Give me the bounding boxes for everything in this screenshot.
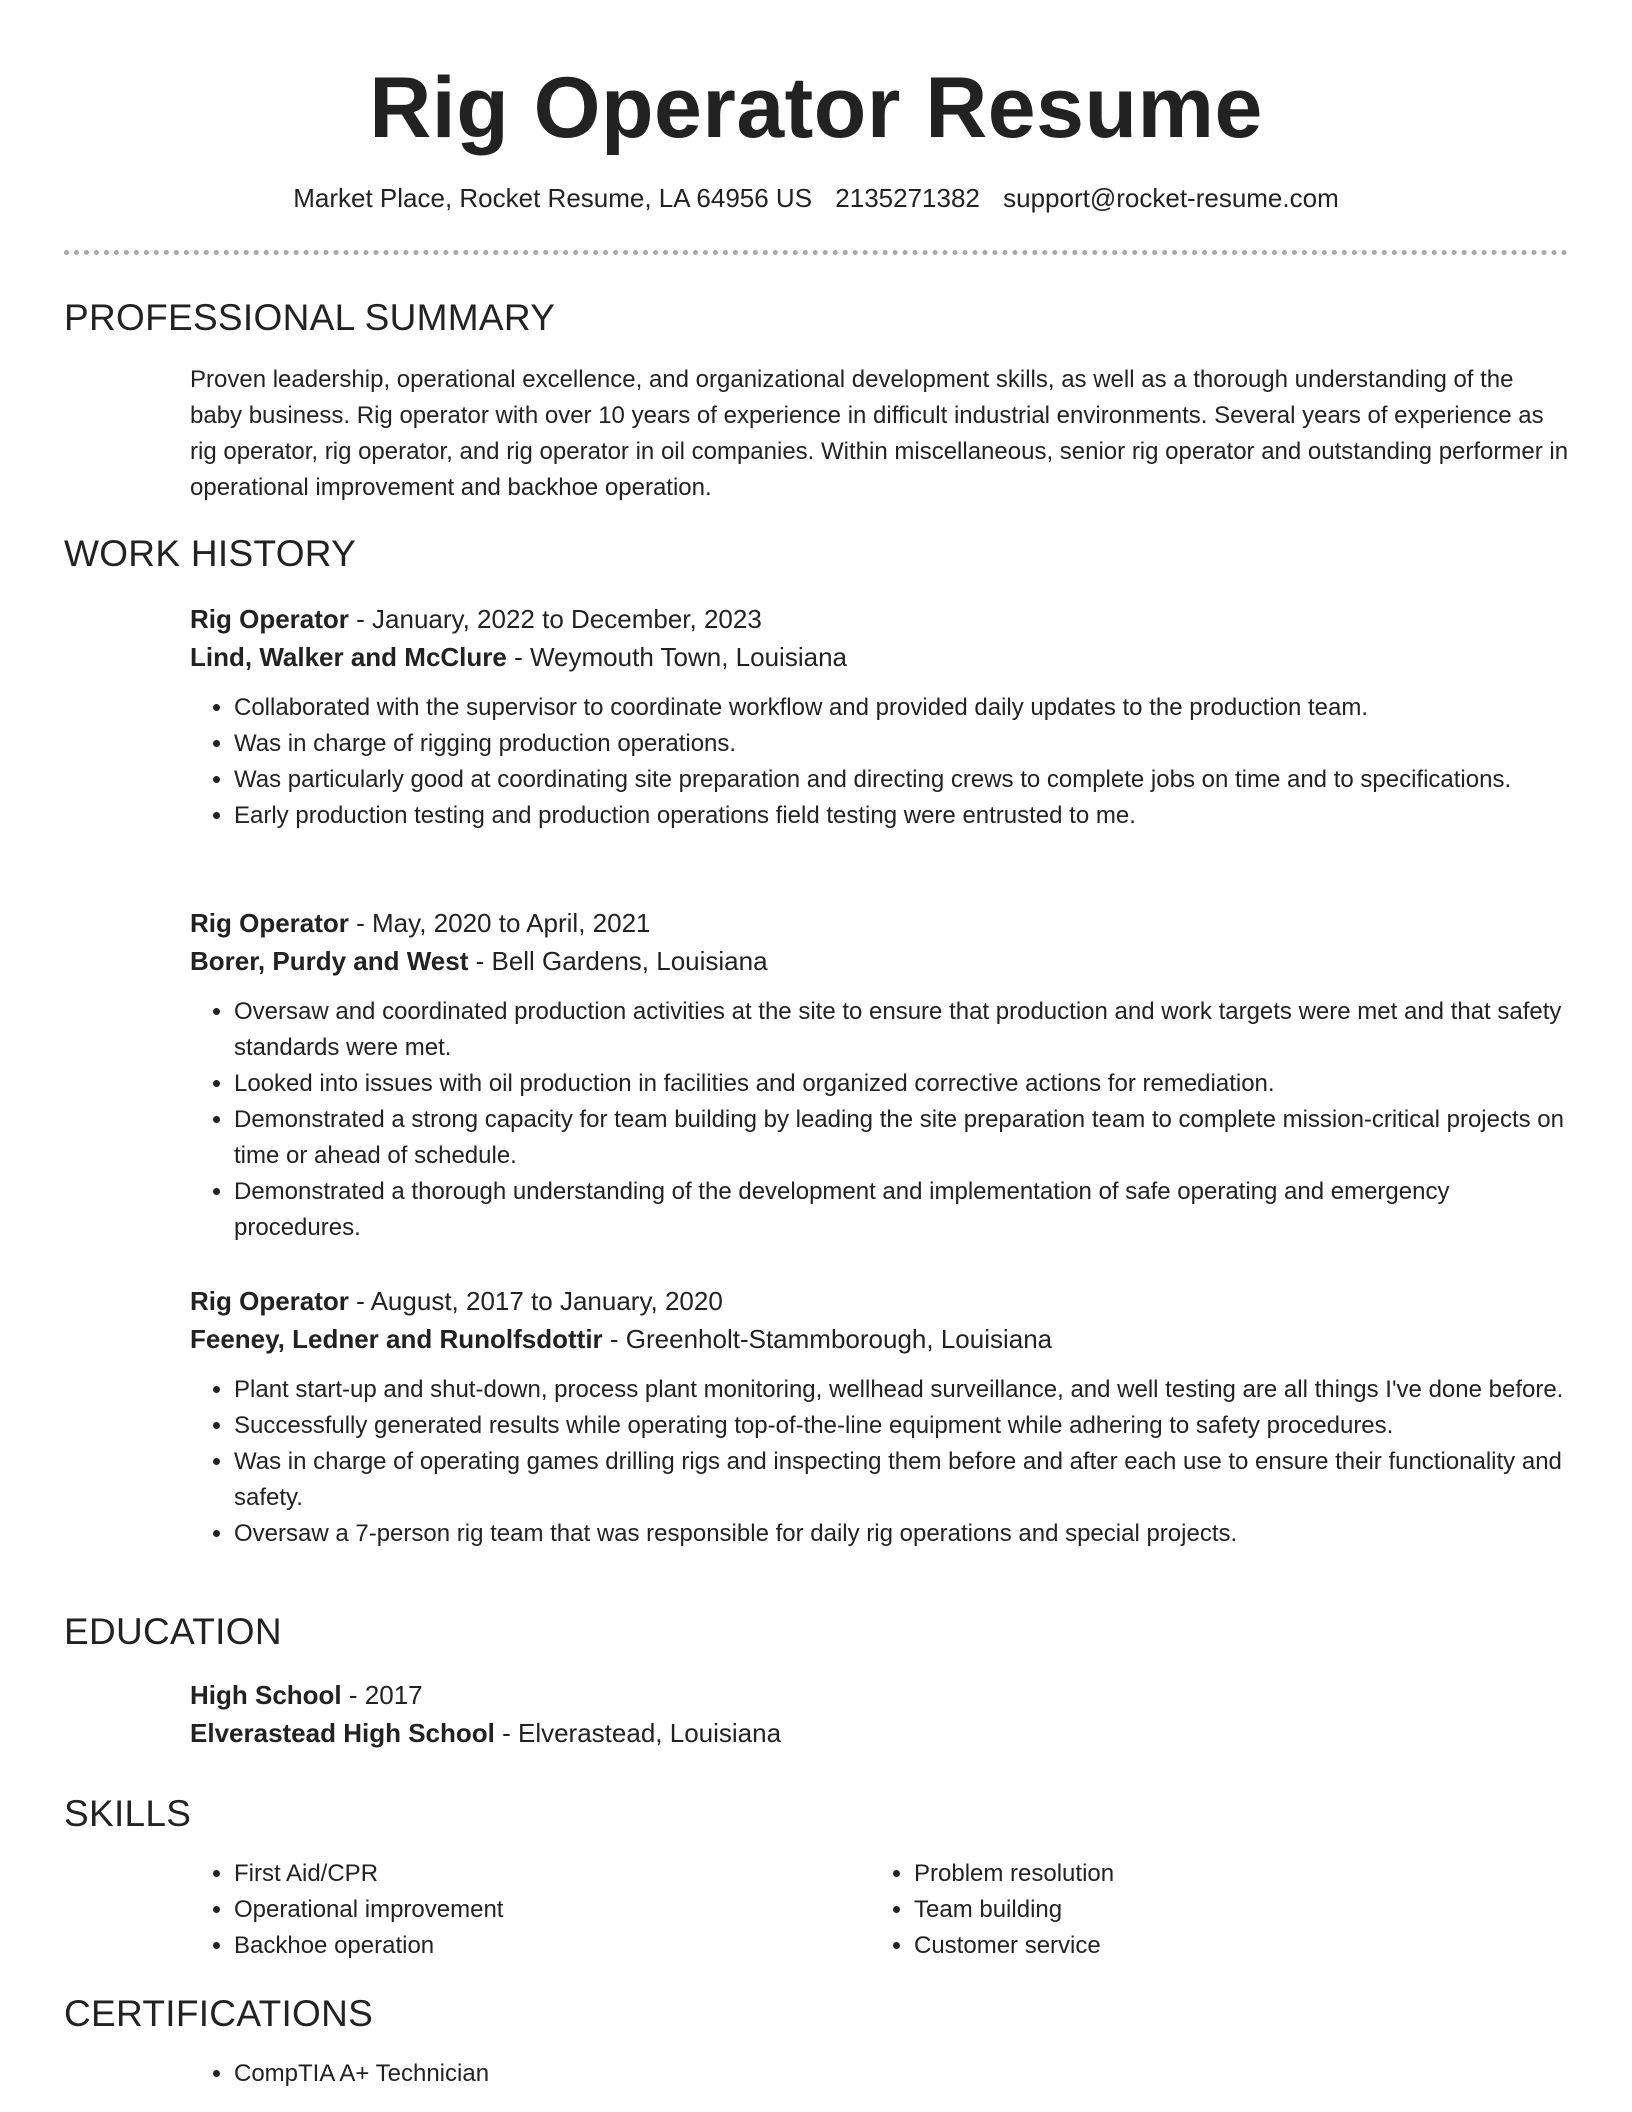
list-item: • Operational improvement bbox=[234, 1892, 870, 1928]
job-bullets bbox=[190, 690, 1570, 834]
job-title-line bbox=[190, 600, 1570, 638]
header-divider bbox=[64, 250, 1568, 255]
job-bullets bbox=[190, 1372, 1570, 1552]
contact-phone: 2135271382 bbox=[835, 183, 980, 213]
certifications-items bbox=[190, 2056, 1570, 2092]
education-school: Elverastead High School bbox=[190, 1718, 495, 1748]
job-title-line bbox=[190, 1282, 1570, 1320]
certifications-heading: CERTIFICATIONS bbox=[64, 1993, 374, 2034]
job-company-line bbox=[190, 638, 1570, 676]
job-entry bbox=[190, 600, 1570, 834]
skills-column-right bbox=[870, 1856, 1550, 1964]
job-dates: - August, 2017 to January, 2020 bbox=[348, 1286, 723, 1316]
contact-line bbox=[0, 180, 1632, 216]
education-location: - Elverastead, Louisiana bbox=[494, 1718, 782, 1748]
list-item: • Oversaw and coordinated production activities at the site to ensure that production and work targets were met and that safety standards were met. bbox=[234, 994, 1570, 1066]
summary-section bbox=[190, 362, 1570, 506]
job-dates: - January, 2022 to December, 2023 bbox=[348, 604, 762, 634]
job-dates: - May, 2020 to April, 2021 bbox=[348, 908, 651, 938]
job-company: Feeney, Ledner and Runolfsdottir bbox=[190, 1324, 603, 1354]
list-item: • Team building bbox=[914, 1892, 1550, 1928]
list-item: • Looked into issues with oil production in facilities and organized corrective actions for remediation. bbox=[234, 1066, 1570, 1102]
education-degree-line bbox=[190, 1676, 1570, 1714]
list-item: • Demonstrated a thorough understanding of the development and implementation of safe operating and emergency procedures. bbox=[234, 1174, 1570, 1246]
job-company: Lind, Walker and McClure bbox=[190, 642, 507, 672]
list-item: • Collaborated with the supervisor to coordinate workflow and provided daily updates to the production team. bbox=[234, 690, 1570, 726]
list-item: • Customer service bbox=[914, 1928, 1550, 1964]
education-school-line bbox=[190, 1714, 1570, 1752]
list-item: • Early production testing and production operations field testing were entrusted to me. bbox=[234, 798, 1570, 834]
certifications-list bbox=[190, 2056, 1570, 2092]
list-item: • Was in charge of operating games drilling rigs and inspecting them before and after each use to ensure their functionality and safety. bbox=[234, 1444, 1570, 1516]
list-item: • Oversaw a 7-person rig team that was responsible for daily rig operations and special projects. bbox=[234, 1516, 1570, 1552]
skills-list bbox=[190, 1856, 1570, 1964]
list-item: • First Aid/CPR bbox=[234, 1856, 870, 1892]
list-item: • Problem resolution bbox=[914, 1856, 1550, 1892]
education-heading: EDUCATION bbox=[64, 1611, 282, 1652]
skills-column-left bbox=[190, 1856, 870, 1964]
list-item: • Backhoe operation bbox=[234, 1928, 870, 1964]
job-bullets bbox=[190, 994, 1570, 1246]
job-company-line bbox=[190, 1320, 1570, 1358]
education-entry bbox=[190, 1676, 1570, 1752]
job-location: - Weymouth Town, Louisiana bbox=[506, 642, 847, 672]
summary-heading: PROFESSIONAL SUMMARY bbox=[64, 297, 556, 338]
job-company-line bbox=[190, 942, 1570, 980]
job-title: Rig Operator bbox=[190, 1286, 349, 1316]
list-item: • Demonstrated a strong capacity for team building by leading the site preparation team to complete mission-critical projects on time or ahead of schedule. bbox=[234, 1102, 1570, 1174]
job-entry bbox=[190, 904, 1570, 1246]
work-history-heading: WORK HISTORY bbox=[64, 533, 357, 574]
job-title: Rig Operator bbox=[190, 604, 349, 634]
list-item: • Was in charge of rigging production operations. bbox=[234, 726, 1570, 762]
education-year: - 2017 bbox=[341, 1680, 423, 1710]
summary-text: Proven leadership, operational excellence, and organizational development skills, as well as a thorough understanding of the baby business. Rig operator with over 10 years of experience in difficult industrial environments. Several years of experience as rig operator, rig operator, and rig operator in oil companies. Within miscellaneous, senior rig operator and outstanding performer in operational improvement and backhoe operation. bbox=[190, 366, 1569, 501]
list-item: • Was particularly good at coordinating site preparation and directing crews to complete jobs on time and to specifications. bbox=[234, 762, 1570, 798]
job-entry bbox=[190, 1282, 1570, 1552]
contact-email: support@rocket-resume.com bbox=[1003, 183, 1339, 213]
page-title: Rig Operator Resume bbox=[369, 60, 1263, 156]
job-company: Borer, Purdy and West bbox=[190, 946, 469, 976]
list-item: • Successfully generated results while operating top-of-the-line equipment while adhering to safety procedures. bbox=[234, 1408, 1570, 1444]
education-degree: High School bbox=[190, 1680, 342, 1710]
job-location: - Bell Gardens, Louisiana bbox=[468, 946, 768, 976]
skills-heading: SKILLS bbox=[64, 1793, 192, 1834]
job-title-line bbox=[190, 904, 1570, 942]
job-title: Rig Operator bbox=[190, 908, 349, 938]
list-item: • Plant start-up and shut-down, process plant monitoring, wellhead surveillance, and well testing are all things I've done before. bbox=[234, 1372, 1570, 1408]
job-location: - Greenholt-Stammborough, Louisiana bbox=[602, 1324, 1053, 1354]
contact-address: Market Place, Rocket Resume, LA 64956 US bbox=[293, 183, 813, 213]
list-item: • CompTIA A+ Technician bbox=[234, 2056, 1570, 2092]
